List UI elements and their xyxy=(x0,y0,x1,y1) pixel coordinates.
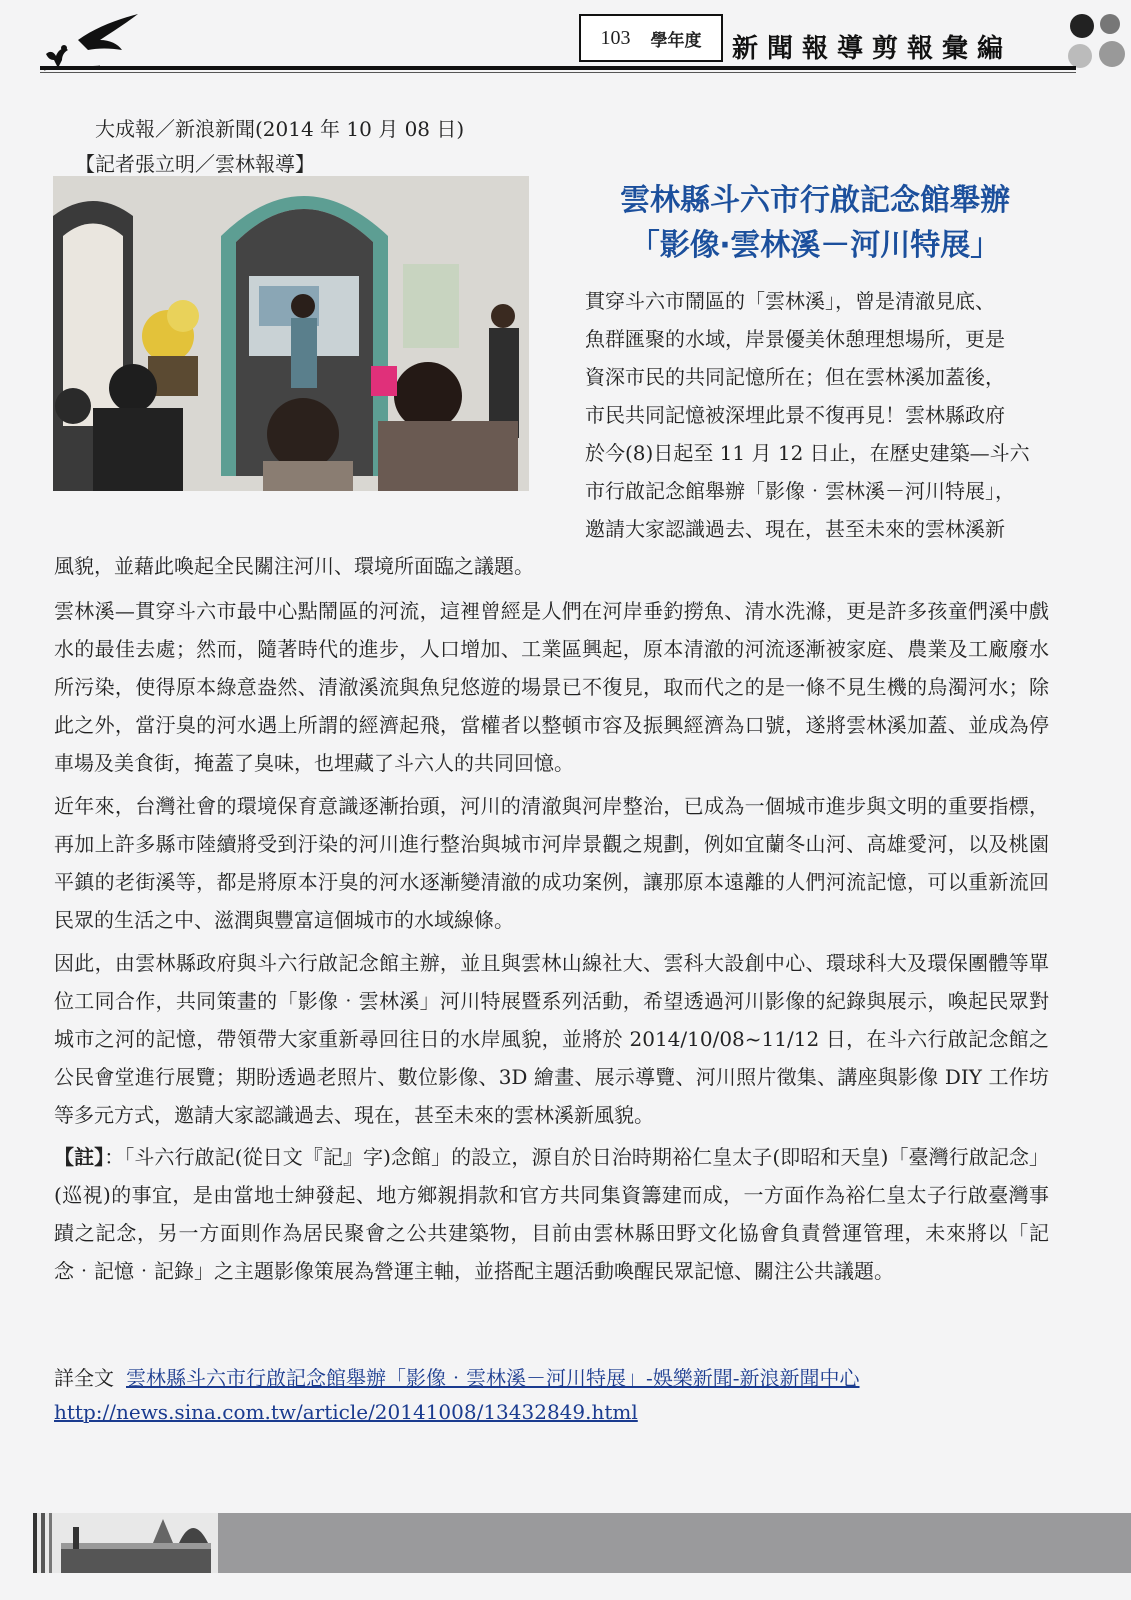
note-paragraph xyxy=(54,1138,1049,1290)
eagle-logo-icon xyxy=(40,10,150,72)
footer-band xyxy=(218,1513,1131,1573)
paragraph-3: 近年來，台灣社會的環境保育意識逐漸抬頭，河川的清澈與河岸整治，已成為一個城市進步與文明的重要指標，再加上許多縣市陸續將受到汙染的河川進行整治與城市河岸景觀之規劃，例如宜蘭冬山河、高雄愛河，以及桃園平鎮的老街溪等，都是將原本汙臭的河水逐漸變清澈的成功案例，讓那原本遠離的人們河流記憶，可以重新流回民眾的生活之中、滋潤與豐富這個城市的水域線條。 xyxy=(54,794,1049,932)
note-label: 【註】 xyxy=(54,1145,105,1169)
note-text: ：「斗六行啟記(從日文『記』字)念館」的設立，源自於日治時期裕仁皇太子(即昭和天皇)「臺灣行啟記念」(巡視)的事宜，是由當地士紳發起、地方鄉親捐款和官方共同集資籌建而成，一方面作為裕仁皇太子行啟臺灣事蹟之記念，另一方面則作為居民聚會之公共建築物，目前由雲林縣田野文化協會負責營運管理，未來將以「記念‧記憶‧記錄」之主題影像策展為營運主軸，並搭配主題活動喚醒民眾記憶、關注公共議題。 xyxy=(54,1145,1049,1283)
decorative-dots-icon xyxy=(1066,10,1130,74)
paragraph-1-tail: 風貌，並藉此喚起全民關注河川、環境所面臨之議題。 xyxy=(54,554,534,578)
school-year-label: 學年度 xyxy=(650,30,702,51)
school-year-box xyxy=(579,14,723,62)
header-rule xyxy=(40,66,1076,70)
footer-river-scene-image xyxy=(33,1513,218,1573)
paragraph-1-line: 魚群匯聚的水域，岸景優美休憩理想場所，更是 xyxy=(585,327,1005,351)
paragraph-1-line: 邀請大家認識過去、現在，甚至未來的雲林溪新 xyxy=(585,517,1005,541)
exhibition-photo xyxy=(53,176,529,491)
header-rule-thin xyxy=(40,72,1076,73)
paragraph-1-line: 市行啟記念館舉辦「影像‧雲林溪－河川特展」， xyxy=(585,479,1015,503)
full-article-prefix: 詳全文 xyxy=(54,1366,114,1390)
paragraph-1-line: 貫穿斗六市鬧區的「雲林溪」，曾是清澈見底、 xyxy=(585,289,995,313)
article-reporter: 【記者張立明／雲林報導】 xyxy=(75,152,315,176)
paragraph-4: 因此，由雲林縣政府與斗六行啟記念館主辦，並且與雲林山線社大、雲科大設創中心、環球科大及環保團體等單位工同合作，共同策畫的「影像‧雲林溪」河川特展暨系列活動，希望透過河川影像的紀錄與展示，喚起民眾對城市之河的記憶，帶領帶大家重新尋回往日的水岸風貌，並將於 2014/10/08~11/12 日，在斗六行啟記念館之公民會堂進行展覽；期盼透過老照片、數位影像、3D 繪畫、展示導覽、河川照片徵集、講座與影像 DIY 工作坊等多元方式，邀請大家認識過去、現在，甚至未來的雲林溪新風貌。 xyxy=(54,951,1049,1127)
publication-title: 新聞報導剪報彙編 xyxy=(732,34,1013,64)
article-headline xyxy=(580,178,1050,268)
paragraph-1-line: 資深市民的共同記憶所在；但在雲林溪加蓋後， xyxy=(585,365,1005,389)
headline-line-1: 雲林縣斗六市行啟記念館舉辦 xyxy=(620,183,1010,218)
article-source: 大成報／新浪新聞(2014 年 10 月 08 日) xyxy=(95,117,465,141)
page-header xyxy=(0,0,1131,80)
full-article-line xyxy=(54,1362,860,1391)
paragraph-1 xyxy=(585,282,1047,548)
paragraph-1-line: 市民共同記憶被深埋此景不復再見！雲林縣政府 xyxy=(585,403,1005,427)
school-year: 103 xyxy=(600,26,631,49)
article-url-link[interactable]: http://news.sina.com.tw/article/20141008/13432849.html xyxy=(54,1400,638,1424)
paragraph-1-line: 於今(8)日起至 11 月 12 日止，在歷史建築—斗六 xyxy=(585,441,1030,465)
paragraph-2: 雲林溪—貫穿斗六市最中心點鬧區的河流，這裡曾經是人們在河岸垂釣撈魚、清水洗滌，更是許多孩童們溪中戲水的最佳去處；然而，隨著時代的進步，人口增加、工業區興起，原本清澈的河流逐漸被家庭、農業及工廠廢水所污染，使得原本綠意盎然、清澈溪流與魚兒悠遊的場景已不復見，取而代之的是一條不見生機的烏濁河水；除此之外，當汙臭的河水遇上所謂的經濟起飛，當權者以整頓市容及振興經濟為口號，遂將雲林溪加蓋、並成為停車場及美食街，掩蓋了臭味，也埋藏了斗六人的共同回憶。 xyxy=(54,599,1049,775)
full-article-link[interactable]: 雲林縣斗六市行啟記念館舉辦「影像‧雲林溪－河川特展」-娛樂新聞-新浪新聞中心 xyxy=(126,1366,860,1390)
headline-line-2: 「影像‧雲林溪－河川特展」 xyxy=(629,228,1001,263)
